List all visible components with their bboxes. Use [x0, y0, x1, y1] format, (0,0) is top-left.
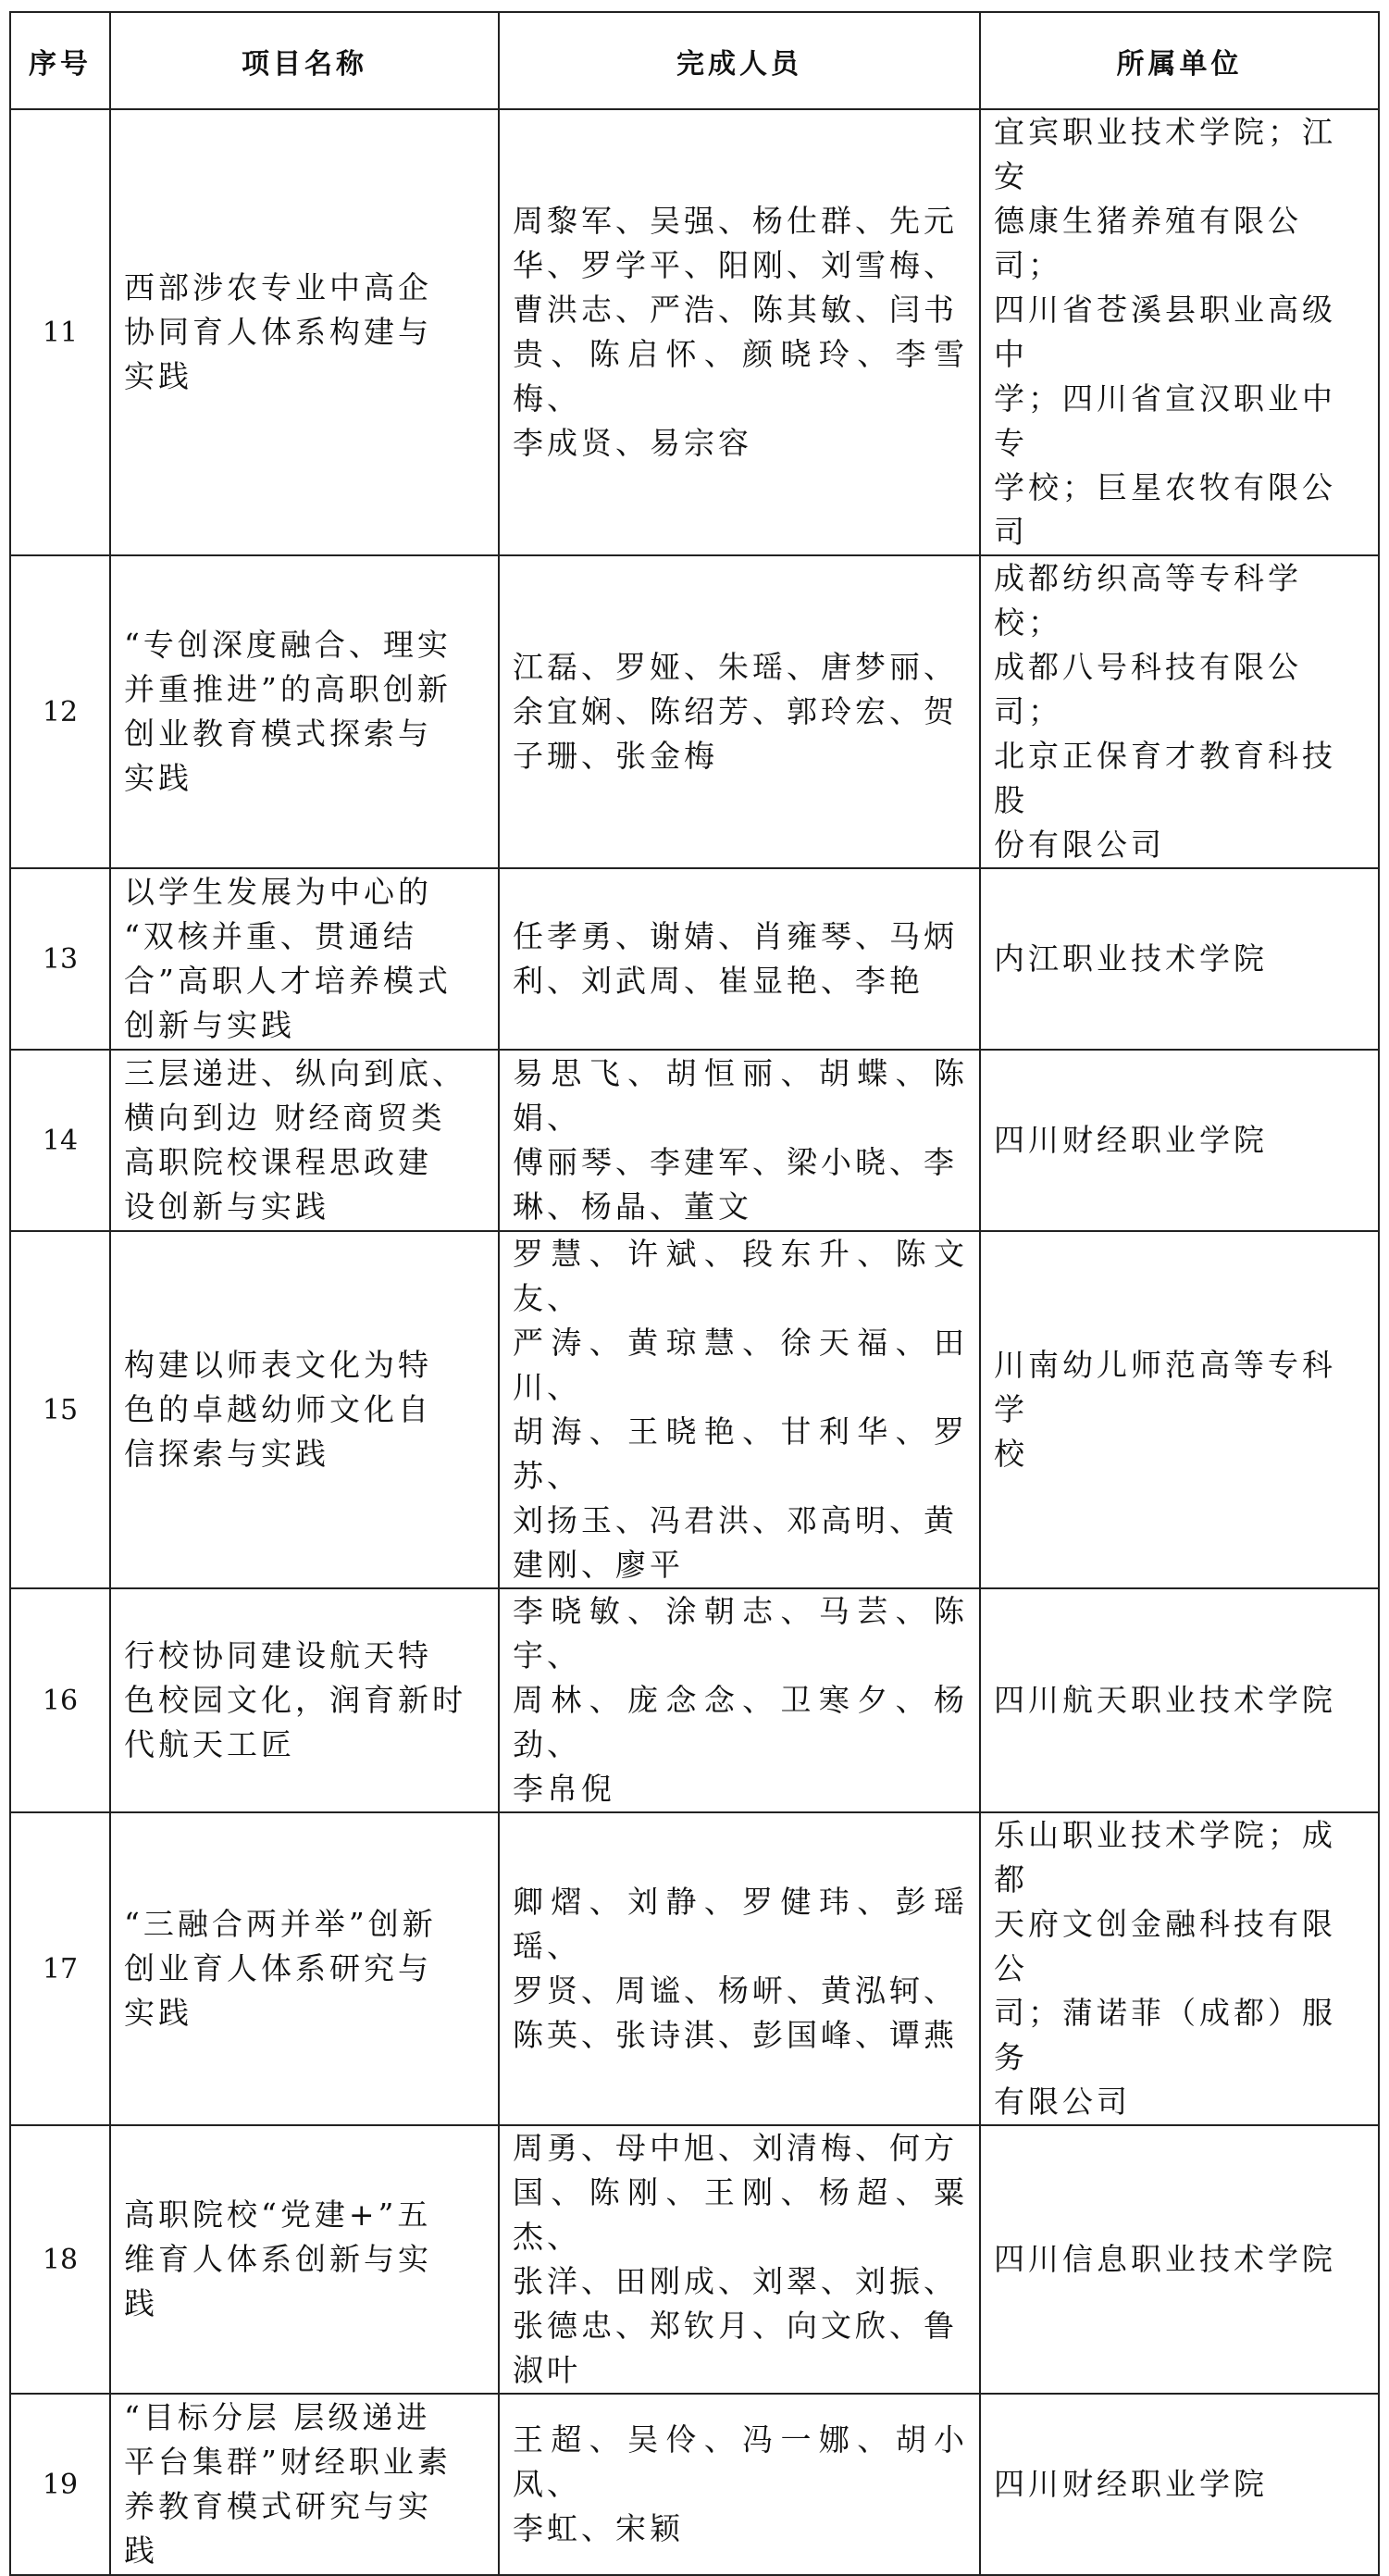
unit-cell: [980, 1050, 1379, 1231]
row-index: 12: [10, 555, 110, 868]
row-index: 14: [10, 1050, 110, 1231]
header-members: 完成人员: [499, 12, 980, 109]
unit-name: 成都纺织高等专科学校； 成都八号科技有限公司； 北京正保育才教育科技股 份有限公司: [994, 560, 1336, 863]
members-cell: [499, 868, 980, 1050]
members-cell: [499, 1050, 980, 1231]
unit-name: 四川航天职业技术学院: [994, 1682, 1336, 1718]
unit-cell: [980, 2394, 1379, 2575]
members-list: 王超、吴伶、冯一娜、胡小凤、 李虹、宋颖: [513, 2421, 968, 2546]
row-index: 19: [10, 2394, 110, 2575]
members-list: 易思飞、胡恒丽、胡蝶、陈娟、 傅丽琴、李建军、梁小晓、李 琳、杨晶、董文: [513, 1055, 968, 1225]
project-cell: [110, 1588, 499, 1812]
project-cell: [110, 1050, 499, 1231]
project-name: 构建以师表文化为特 色的卓越幼师文化自 信探索与实践: [124, 1347, 432, 1472]
header-index: 序号: [10, 12, 110, 109]
project-cell: [110, 109, 499, 555]
unit-name: 四川信息职业技术学院: [994, 2241, 1336, 2277]
project-cell: [110, 2394, 499, 2575]
header-unit: 所属单位: [980, 12, 1379, 109]
project-cell: [110, 1812, 499, 2125]
unit-name: 四川财经职业学院: [994, 2466, 1268, 2502]
project-cell: [110, 555, 499, 868]
row-index: 16: [10, 1588, 110, 1812]
awards-table: [9, 11, 1380, 2576]
members-cell: [499, 555, 980, 868]
table-row: [10, 109, 1379, 555]
unit-cell: [980, 868, 1379, 1050]
members-cell: [499, 1588, 980, 1812]
unit-cell: [980, 1812, 1379, 2125]
members-list: 周黎军、吴强、杨仕群、先元 华、罗学平、阳刚、刘雪梅、 曹洪志、严浩、陈其敏、闫书 贵、陈启怀、颜晓玲、李雪梅、 李成贤、易宗容: [513, 203, 968, 461]
members-list: 周勇、母中旭、刘清梅、何方 国、陈刚、王刚、杨超、粟杰、 张洋、田刚成、刘翠、刘振、 张德忠、郑钦月、向文欣、鲁 淑叶: [513, 2130, 968, 2388]
row-index: 18: [10, 2125, 110, 2394]
members-list: 任孝勇、谢婧、肖雍琴、马炳 利、刘武周、崔显艳、李艳: [513, 918, 958, 999]
members-cell: [499, 2394, 980, 2575]
table-row: [10, 555, 1379, 868]
members-list: 罗慧、许斌、段东升、陈文友、 严涛、黄琼慧、徐天福、田川、 胡海、王晓艳、甘利华、罗苏、 刘扬玉、冯君洪、邓高明、黄 建刚、廖平: [513, 1236, 968, 1583]
row-index: 11: [10, 109, 110, 555]
table-row: [10, 1588, 1379, 1812]
members-list: 李晓敏、涂朝志、马芸、陈宇、 周林、庞念念、卫寒夕、杨劲、 李帛倪: [513, 1593, 968, 1807]
unit-name: 川南幼儿师范高等专科学 校: [994, 1347, 1336, 1472]
row-index: 13: [10, 868, 110, 1050]
project-name: 三层递进、纵向到底、 横向到边 财经商贸类 高职院校课程思政建 设创新与实践: [124, 1055, 466, 1225]
members-cell: [499, 2125, 980, 2394]
members-list: 卿熠、刘静、罗健玮、彭瑶瑶、 罗贤、周谧、杨岍、黄泓轲、 陈英、张诗淇、彭国峰、谭燕: [513, 1884, 968, 2053]
members-list: 江磊、罗娅、朱瑶、唐梦丽、 余宜娴、陈绍芳、郭玲宏、贺 子珊、张金梅: [513, 649, 958, 774]
table-row: [10, 2125, 1379, 2394]
unit-name: 四川财经职业学院: [994, 1122, 1268, 1158]
unit-cell: [980, 555, 1379, 868]
project-name: 高职院校“党建+”五 维育人体系创新与实 践: [124, 2196, 432, 2321]
table-row: [10, 1231, 1379, 1588]
members-cell: [499, 1231, 980, 1588]
table-row: [10, 2394, 1379, 2575]
project-name: 以学生发展为中心的 “双核并重、贯通结 合”高职人才培养模式 创新与实践: [124, 874, 452, 1043]
project-cell: [110, 2125, 499, 2394]
unit-name: 内江职业技术学院: [994, 940, 1268, 977]
project-name: 西部涉农专业中高企 协同育人体系构建与 实践: [124, 269, 432, 394]
header-row: [10, 12, 1379, 109]
project-cell: [110, 1231, 499, 1588]
unit-name: 宜宾职业技术学院；江安 德康生猪养殖有限公司； 四川省苍溪县职业高级中 学；四川省宣汉职业中专 学校；巨星农牧有限公司: [994, 114, 1336, 550]
project-name: “目标分层 层级递进 平台集群”财经职业素 养教育模式研究与实 践: [124, 2399, 452, 2569]
row-index: 15: [10, 1231, 110, 1588]
table-row: [10, 868, 1379, 1050]
header-project: 项目名称: [110, 12, 499, 109]
unit-cell: [980, 1588, 1379, 1812]
unit-cell: [980, 1231, 1379, 1588]
unit-name: 乐山职业技术学院；成都 天府文创金融科技有限公 司；蒲诺菲（成都）服务 有限公司: [994, 1817, 1336, 2120]
table-row: [10, 1812, 1379, 2125]
project-name: 行校协同建设航天特 色校园文化，润育新时 代航天工匠: [124, 1637, 466, 1762]
project-name: “三融合两并举”创新 创业育人体系研究与 实践: [124, 1906, 437, 2031]
project-name: “专创深度融合、理实 并重推进”的高职创新 创业教育模式探索与 实践: [124, 627, 452, 796]
members-cell: [499, 1812, 980, 2125]
row-index: 17: [10, 1812, 110, 2125]
project-cell: [110, 868, 499, 1050]
members-cell: [499, 109, 980, 555]
unit-cell: [980, 109, 1379, 555]
table-row: [10, 1050, 1379, 1231]
unit-cell: [980, 2125, 1379, 2394]
